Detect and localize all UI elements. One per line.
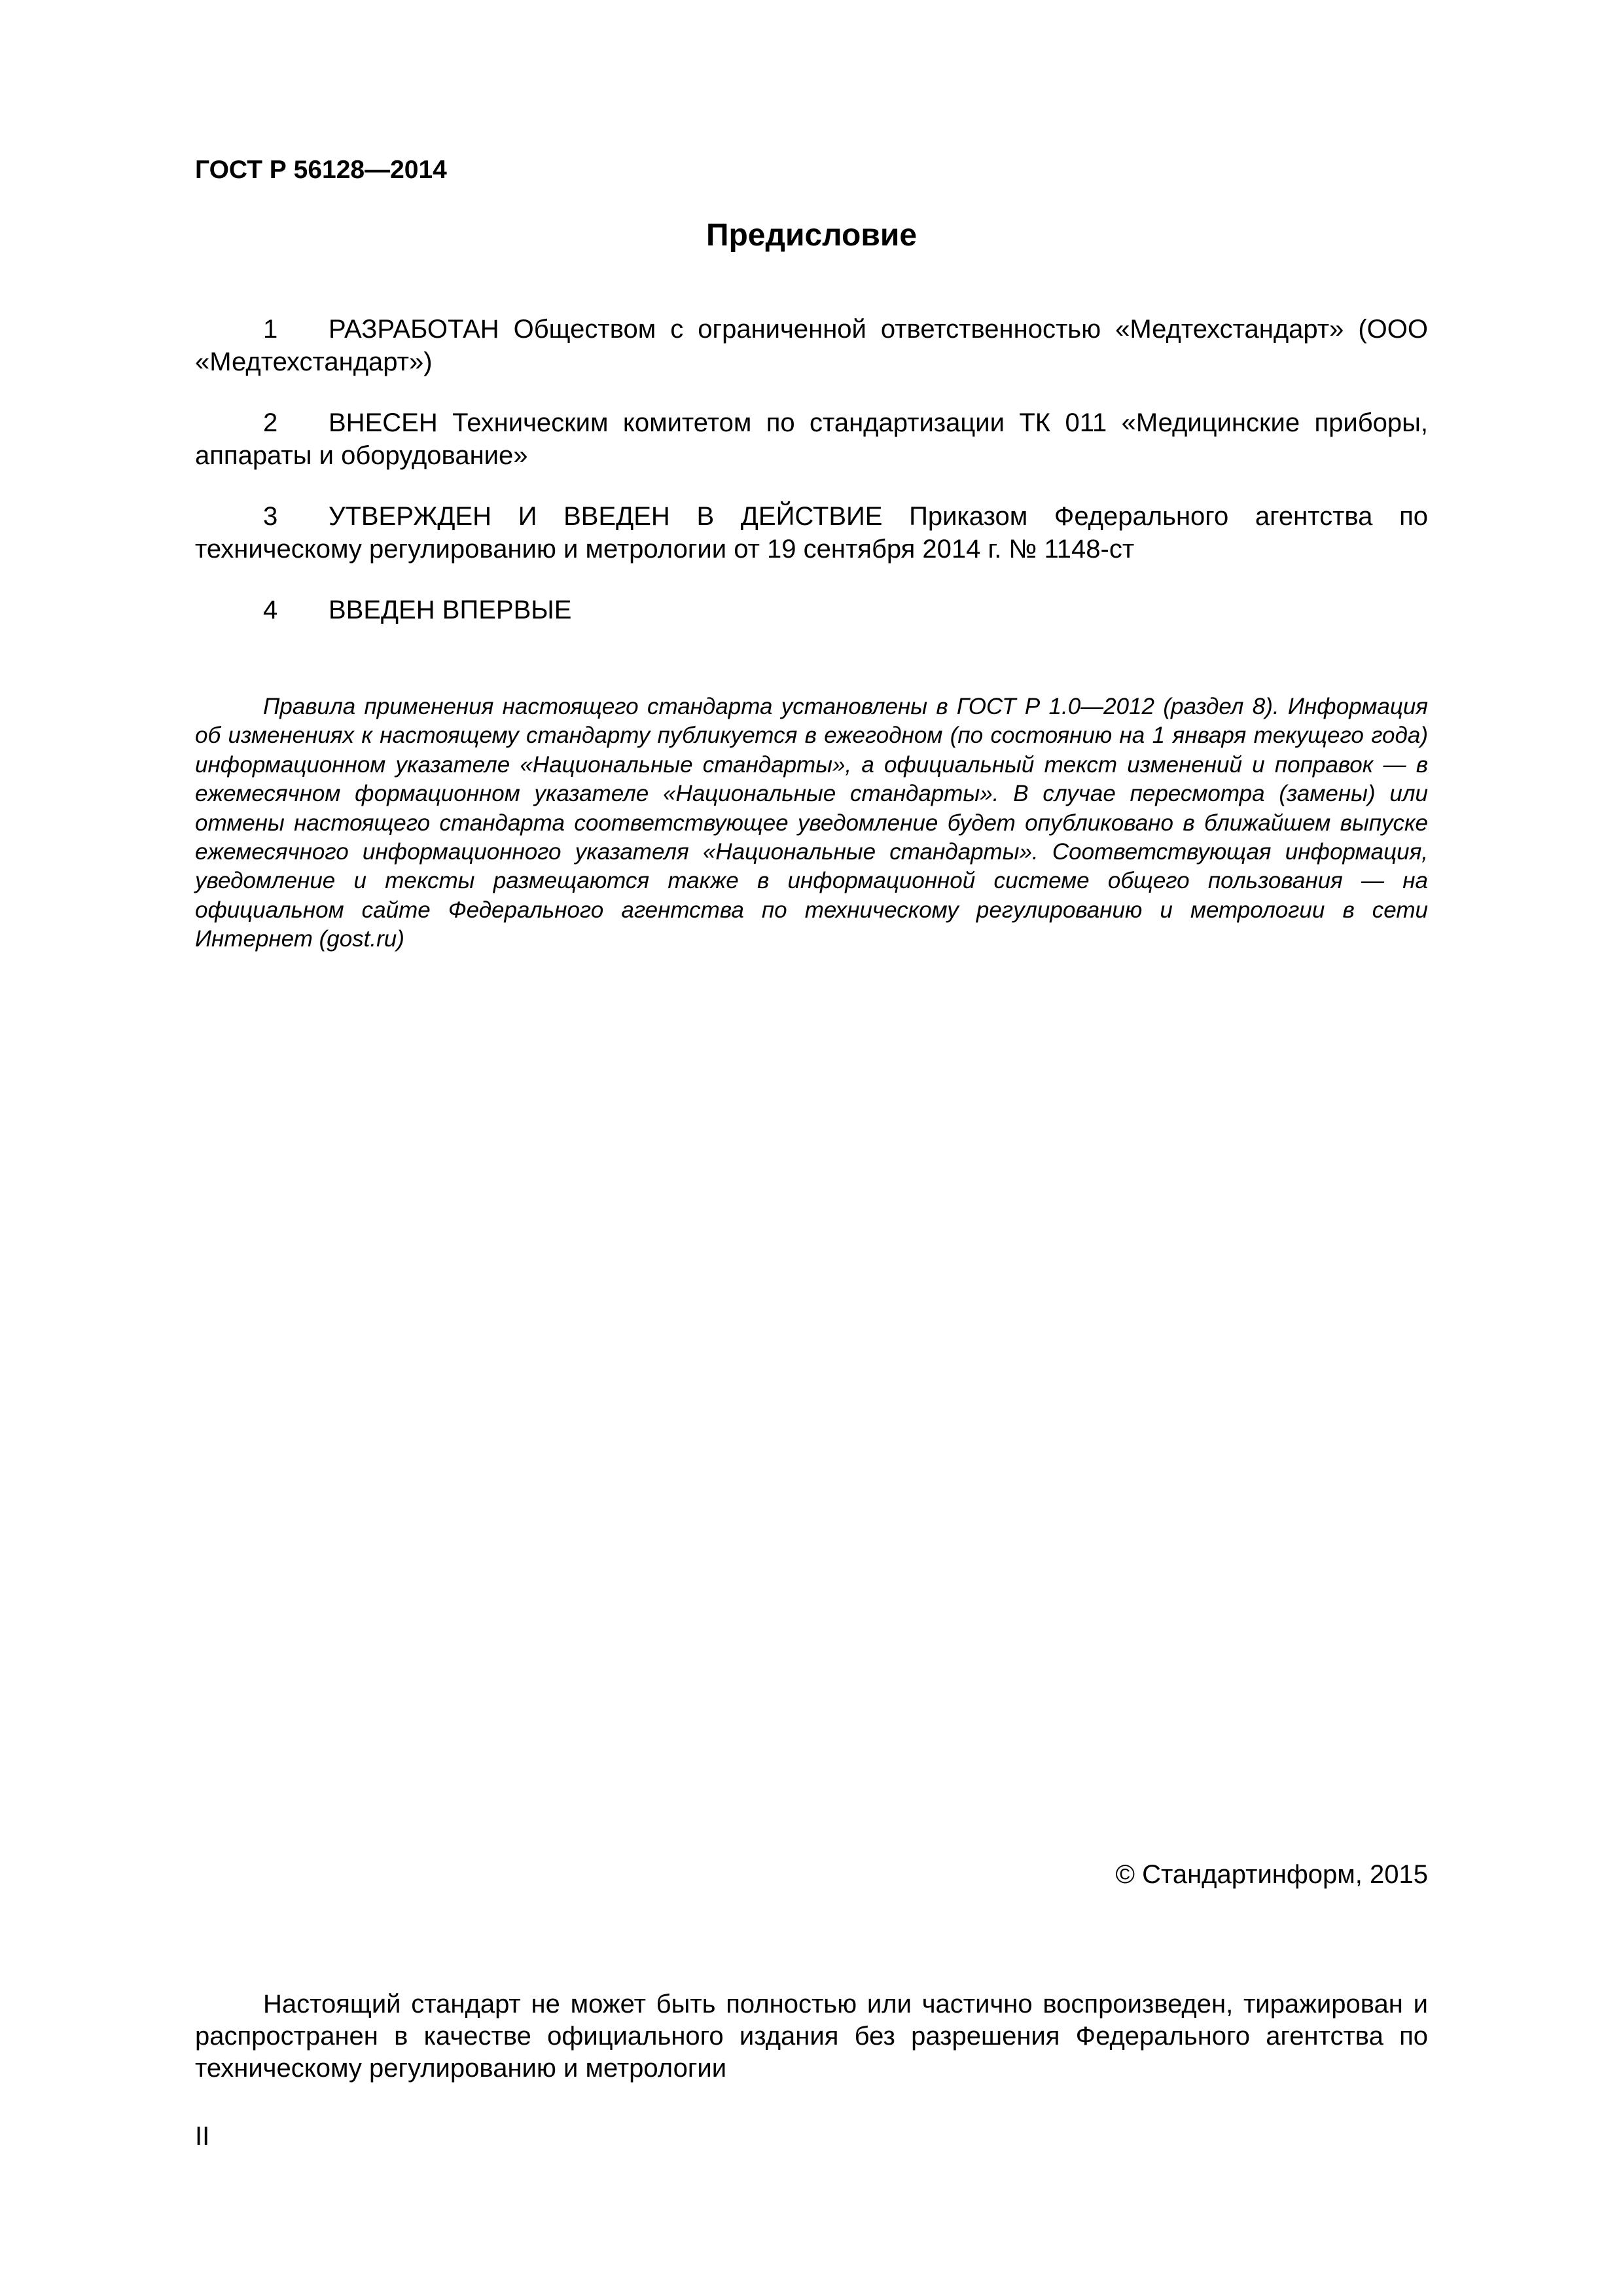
item-number: 1 xyxy=(263,315,278,344)
copyright-notice: © Стандартинформ, 2015 xyxy=(1115,1860,1428,1889)
preface-item-1 xyxy=(195,313,1428,378)
reproduction-restriction-text: Настоящий стандарт не может быть полностью или частично воспроизведен, тиражирован и распространен в качестве официального издания без разрешения Федерального агентства по техническому регулированию и метрологии xyxy=(195,1990,1428,2083)
item-number: 3 xyxy=(263,502,278,531)
item-number: 2 xyxy=(263,408,278,437)
document-code: ГОСТ Р 56128—2014 xyxy=(195,156,447,184)
item-text: РАЗРАБОТАН Обществом с ограниченной ответственностью «Медтехстандарт» (ООО «Медтехстандарт») xyxy=(195,315,1428,376)
item-number: 4 xyxy=(263,596,278,624)
application-rules-notice: Правила применения настоящего стандарта установлены в ГОСТ Р 1.0—2012 (раздел 8). Информация об изменениях к настоящему стандарту публикуется в ежегодном (по состоянию на 1 января текущего года) информационном указателе «Национальные стандарты», а официальный текст изменений и поправок — в ежемесячном формационном указателе «Национальные стандарты». В случае пересмотра (замены) или отмены настоящего стандарта соответствующее уведомление будет опубликовано в ближайшем выпуске ежемесячного информационного указателя «Национальные стандарты». Соответствующая информация, уведомление и тексты размещаются также в информационной системе общего пользования — на официальном сайте Федерального агентства по техническому регулированию и метрологии в сети Интернет (gost.ru) xyxy=(195,694,1428,952)
page-number: II xyxy=(195,2122,210,2151)
preface-item-3 xyxy=(195,500,1428,565)
page-title: Предисловие xyxy=(705,218,918,253)
preface-item-4 xyxy=(195,594,1428,626)
preface-items xyxy=(195,313,1428,655)
item-text: ВНЕСЕН Техническим комитетом по стандартизации ТК 011 «Медицинские приборы, аппараты и оборудование» xyxy=(195,408,1428,470)
item-text: УТВЕРЖДЕН И ВВЕДЕН В ДЕЙСТВИЕ Приказом Федерального агентства по техническому регулированию и метрологии от 19 сентября 2014 г. № 1148-ст xyxy=(195,502,1428,564)
item-text: ВВЕДЕН ВПЕРВЫЕ xyxy=(329,596,572,624)
preface-item-2 xyxy=(195,406,1428,472)
